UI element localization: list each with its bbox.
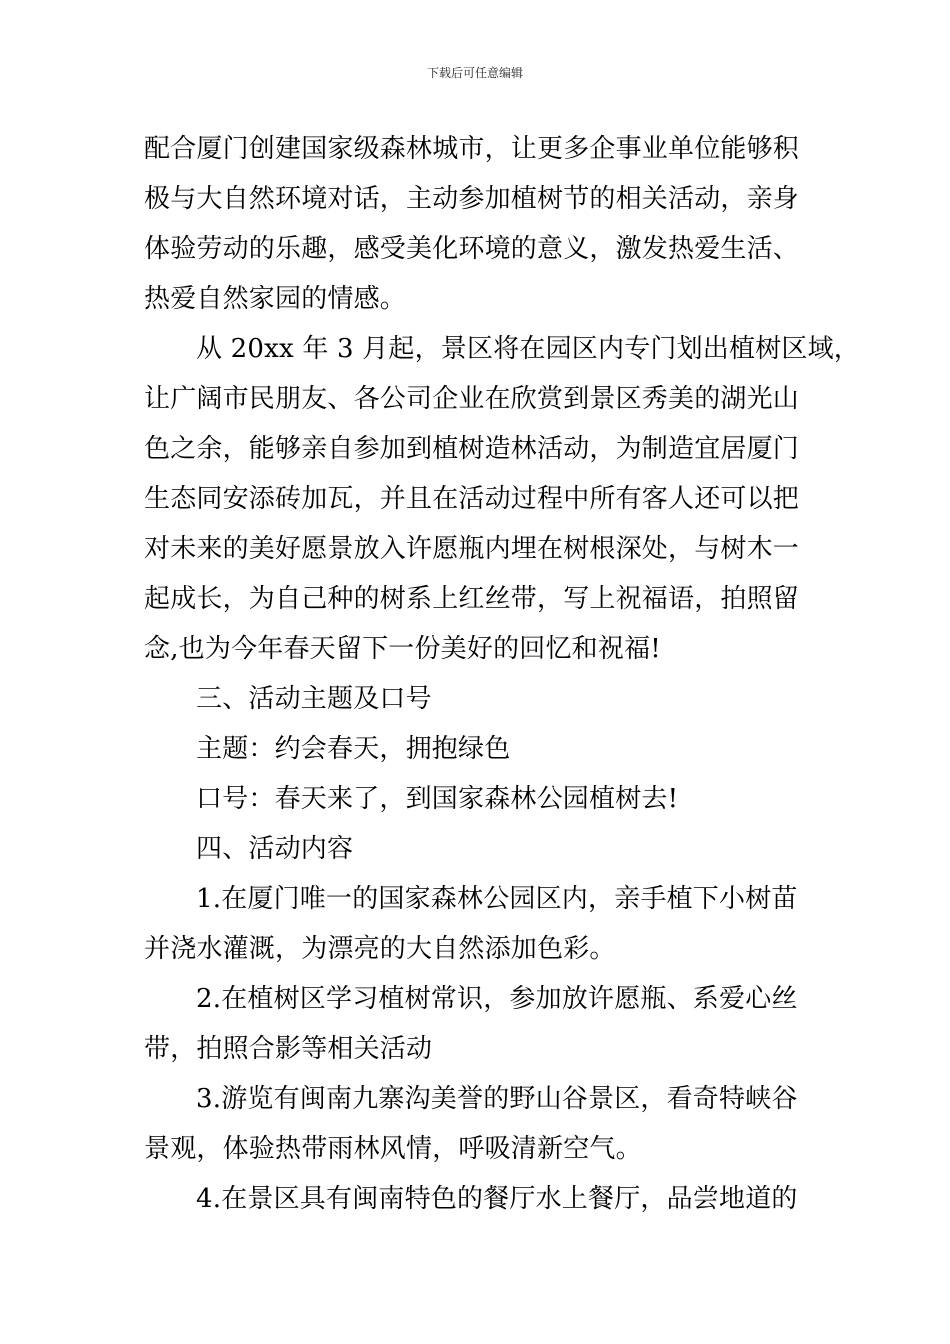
body-line: 起成长，为自己种的树系上红丝带，写上祝福语，拍照留 xyxy=(144,584,800,614)
list-item: 1.在厦门唯一的国家森林公园区内，亲手植下小树苗 xyxy=(196,884,798,914)
slogan-line: 口号：春天来了，到国家森林公园植树去! xyxy=(196,784,679,814)
body-line: 配合厦门创建国家级森林城市，让更多企事业单位能够积 xyxy=(144,134,800,164)
body-line: 色之余，能够亲自参加到植树造林活动，为制造宜居厦门 xyxy=(144,434,800,464)
page-header: 下载后可任意编辑 xyxy=(426,66,523,80)
document-body xyxy=(144,124,861,1224)
list-item: 3.游览有闽南九寨沟美誉的野山谷景区，看奇特峡谷 xyxy=(196,1084,798,1114)
section-heading: 三、活动主题及口号 xyxy=(196,684,432,714)
body-line: 体验劳动的乐趣，感受美化环境的意义，激发热爱生活、 xyxy=(144,234,800,264)
list-item-continuation: 带，拍照合影等相关活动 xyxy=(144,1034,433,1064)
body-line: 热爱自然家园的情感。 xyxy=(144,284,407,314)
body-line: 生态同安添砖加瓦，并且在活动过程中所有客人还可以把 xyxy=(144,484,800,514)
body-line: 念,也为今年春天留下一份美好的回忆和祝福! xyxy=(144,634,661,664)
body-line: 极与大自然环境对话，主动参加植树节的相关活动，亲身 xyxy=(144,184,800,214)
list-item-continuation: 并浇水灌溉，为漂亮的大自然添加色彩。 xyxy=(144,934,616,964)
list-item: 4.在景区具有闽南特色的餐厅水上餐厅，品尝地道的 xyxy=(196,1184,798,1214)
body-line: 对未来的美好愿景放入许愿瓶内埋在树根深处，与树木一 xyxy=(144,534,800,564)
section-heading: 四、活动内容 xyxy=(196,834,354,864)
theme-line: 主题：约会春天，拥抱绿色 xyxy=(196,734,511,764)
list-item: 2.在植树区学习植树常识，参加放许愿瓶、系爱心丝 xyxy=(196,984,798,1014)
body-line: 让广阔市民朋友、各公司企业在欣赏到景区秀美的湖光山 xyxy=(144,384,800,414)
list-item-continuation: 景观，体验热带雨林风情，呼吸清新空气。 xyxy=(144,1134,642,1164)
body-line: 从 20xx 年 3 月起，景区将在园区内专门划出植树区域， xyxy=(196,334,861,364)
